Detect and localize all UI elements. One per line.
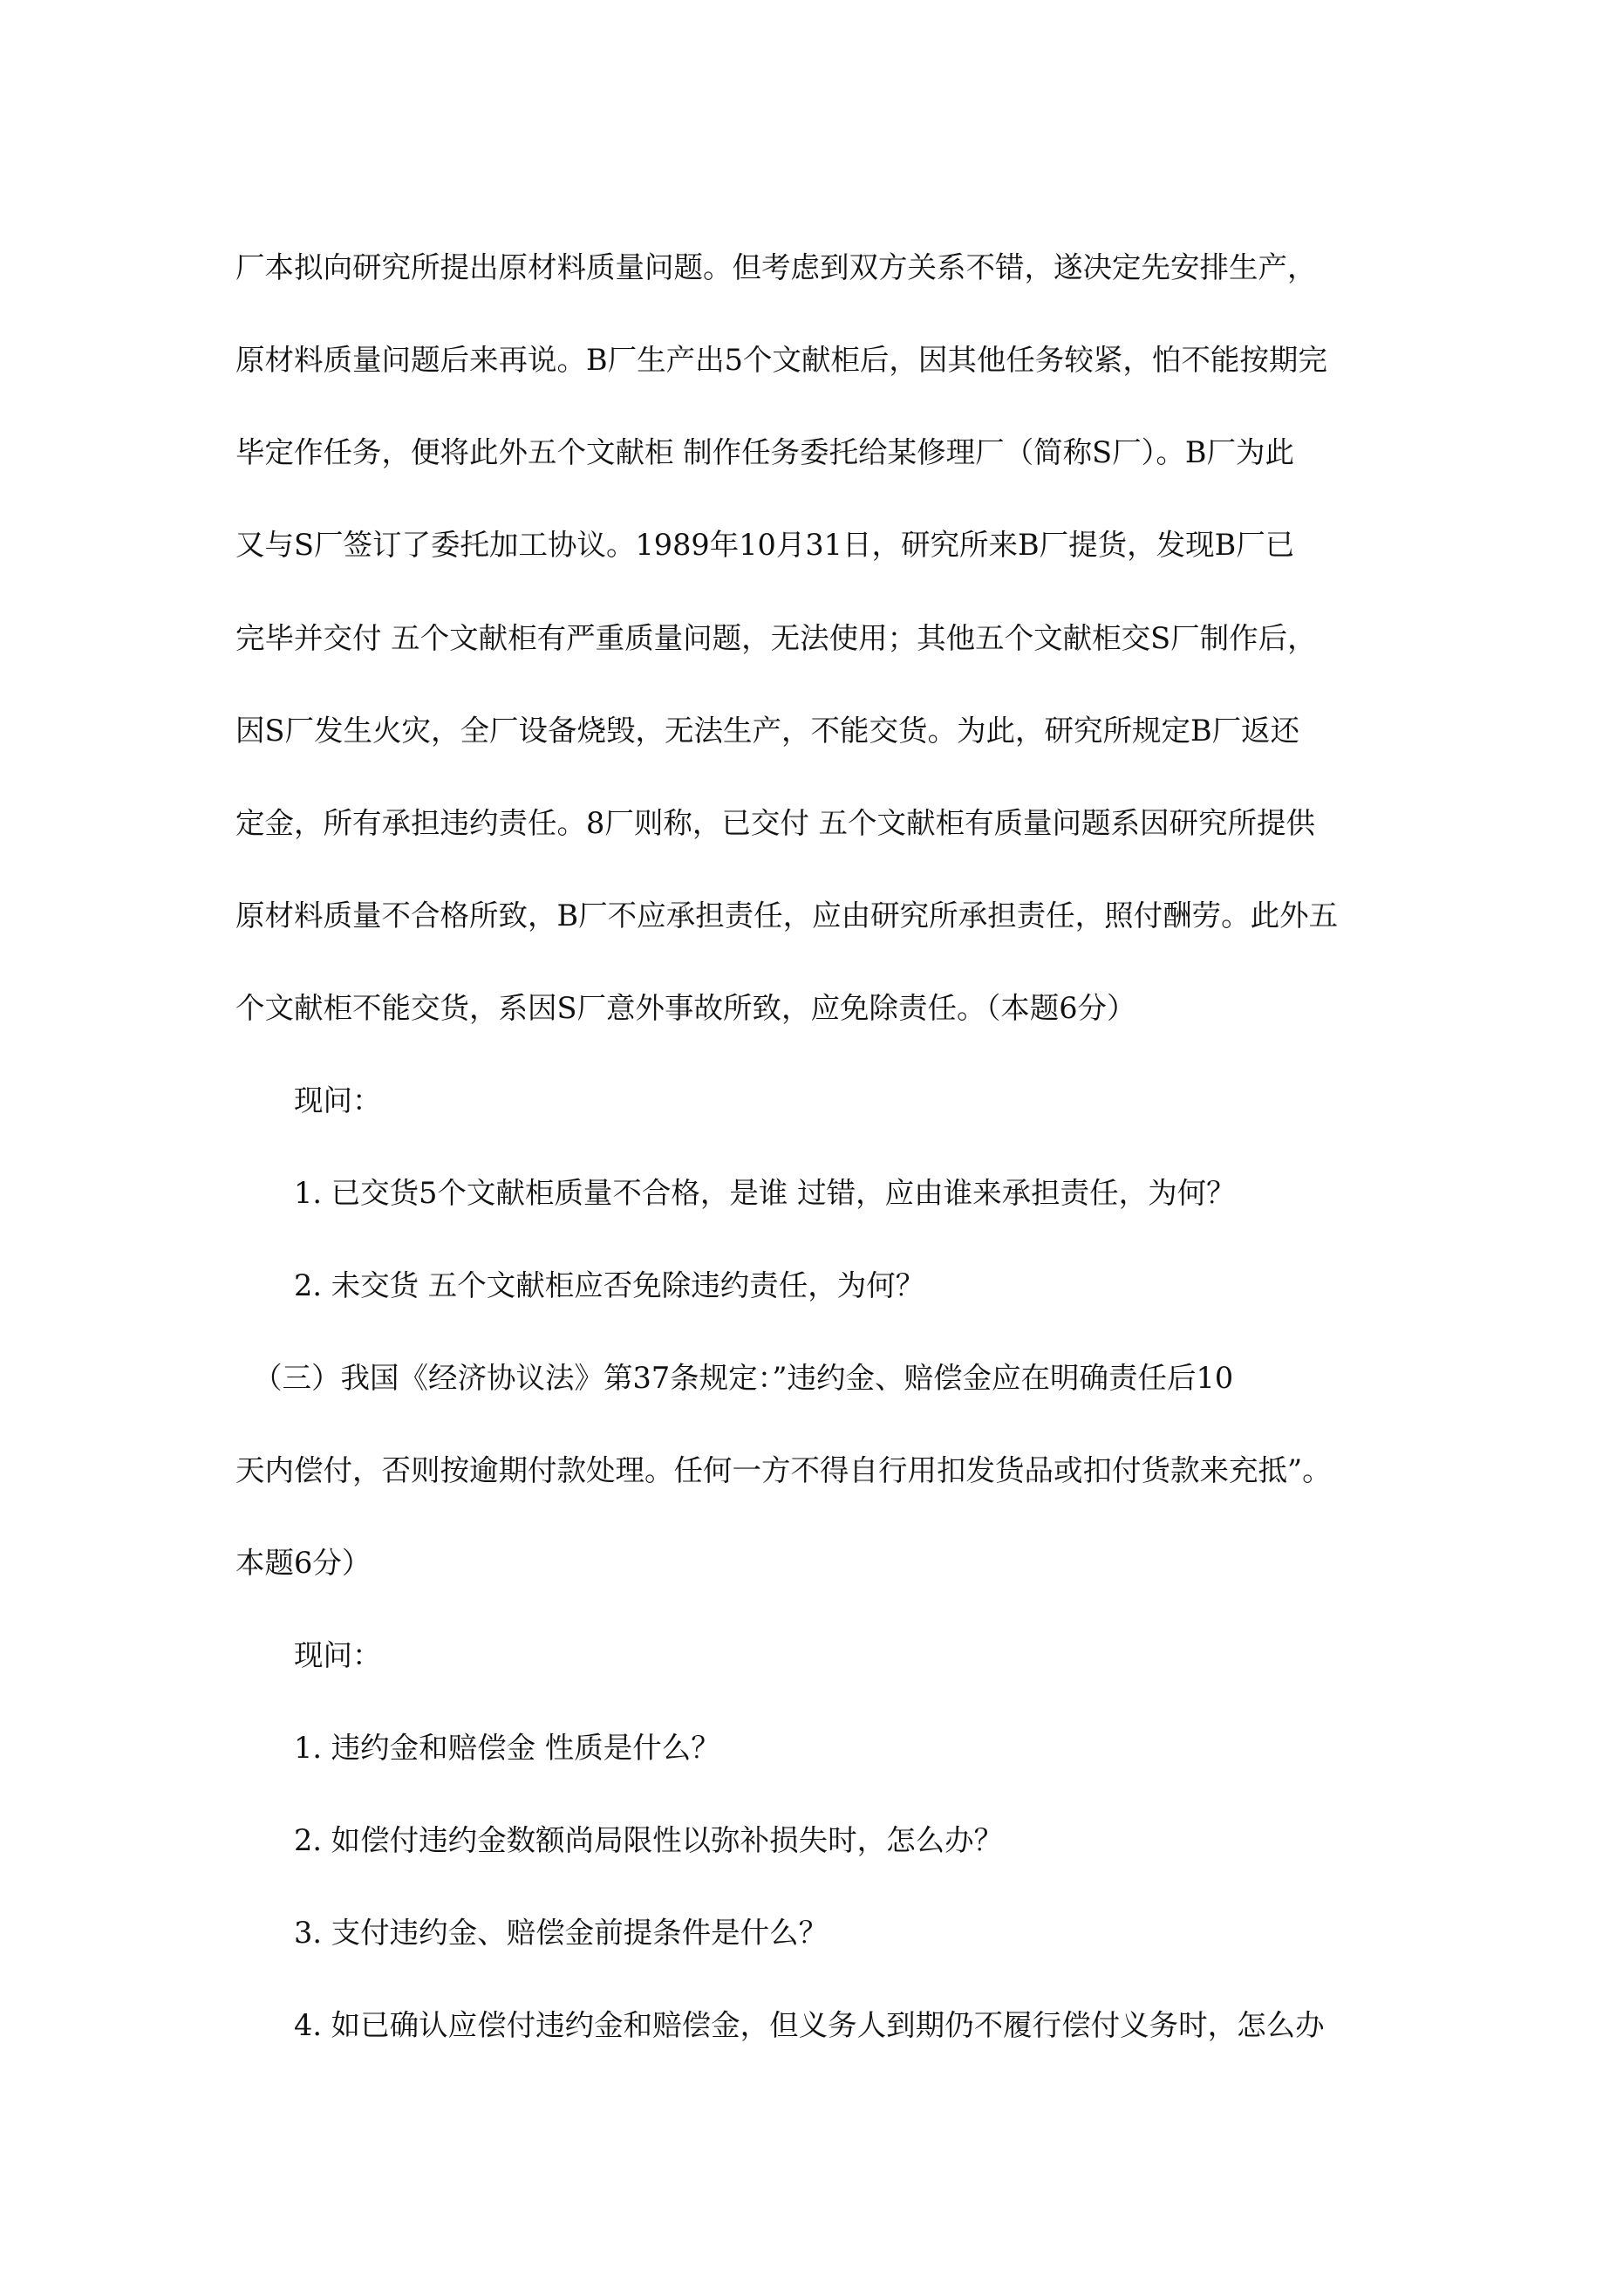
paragraph-line: 定金，所有承担违约责任。8厂则称，已交付 五个文献柜有质量问题系因研究所提供 bbox=[235, 806, 1315, 840]
paragraph-line: 因S厂发生火灾，全厂设备烧毁，无法生产，不能交货。为此，研究所规定B厂返还 bbox=[235, 714, 1300, 748]
paragraph-line: 毕定作任务，便将此外五个文献柜 制作任务委托给某修理厂（简称S厂）。B厂为此 bbox=[235, 435, 1294, 469]
question-item: 2. 如偿付违约金数额尚局限性以弥补损失时，怎么办？ bbox=[294, 1823, 1004, 1857]
question-intro: 现问： bbox=[294, 1638, 382, 1672]
question-item: 4. 如已确认应偿付违约金和赔偿金，但义务人到期仍不履行偿付义务时，怎么办 bbox=[294, 2008, 1325, 2042]
question-item: 1. 违约金和赔偿金 性质是什么？ bbox=[294, 1731, 720, 1765]
paragraph-line: 厂本拟向研究所提出原材料质量问题。但考虑到双方关系不错，遂决定先安排生产， bbox=[235, 250, 1317, 284]
question-item: 1. 已交货5个文献柜质量不合格，是谁 过错，应由谁来承担责任，为何？ bbox=[294, 1176, 1236, 1210]
paragraph-line: 完毕并交付 五个文献柜有严重质量问题，无法使用；其他五个文献柜交S厂制作后， bbox=[235, 621, 1317, 655]
paragraph-line: 原材料质量问题后来再说。B厂生产出5个文献柜后，因其他任务较紧，怕不能按期完 bbox=[235, 343, 1327, 377]
paragraph-line: 个文献柜不能交货，系因S厂意外事故所致，应免除责任。（本题6分） bbox=[235, 991, 1136, 1025]
paragraph-line: 本题6分） bbox=[235, 1546, 372, 1580]
paragraph-line: 天内偿付，否则按逾期付款处理。任何一方不得自行用扣发货品或扣付货款来充抵”。 bbox=[235, 1453, 1332, 1487]
paragraph-line: 又与S厂签订了委托加工协议。1989年10月31日，研究所来B厂提货，发现B厂已 bbox=[235, 528, 1295, 562]
paragraph-line: （三）我国《经济协议法》第37条规定：”违约金、赔偿金应在明确责任后10 bbox=[253, 1361, 1234, 1395]
question-item: 2. 未交货 五个文献柜应否免除违约责任，为何？ bbox=[294, 1268, 925, 1302]
paragraph-line: 原材料质量不合格所致，B厂不应承担责任，应由研究所承担责任，照付酬劳。此外五 bbox=[235, 899, 1339, 933]
question-intro: 现问： bbox=[294, 1083, 382, 1117]
question-item: 3. 支付违约金、赔偿金前提条件是什么？ bbox=[294, 1916, 829, 1950]
